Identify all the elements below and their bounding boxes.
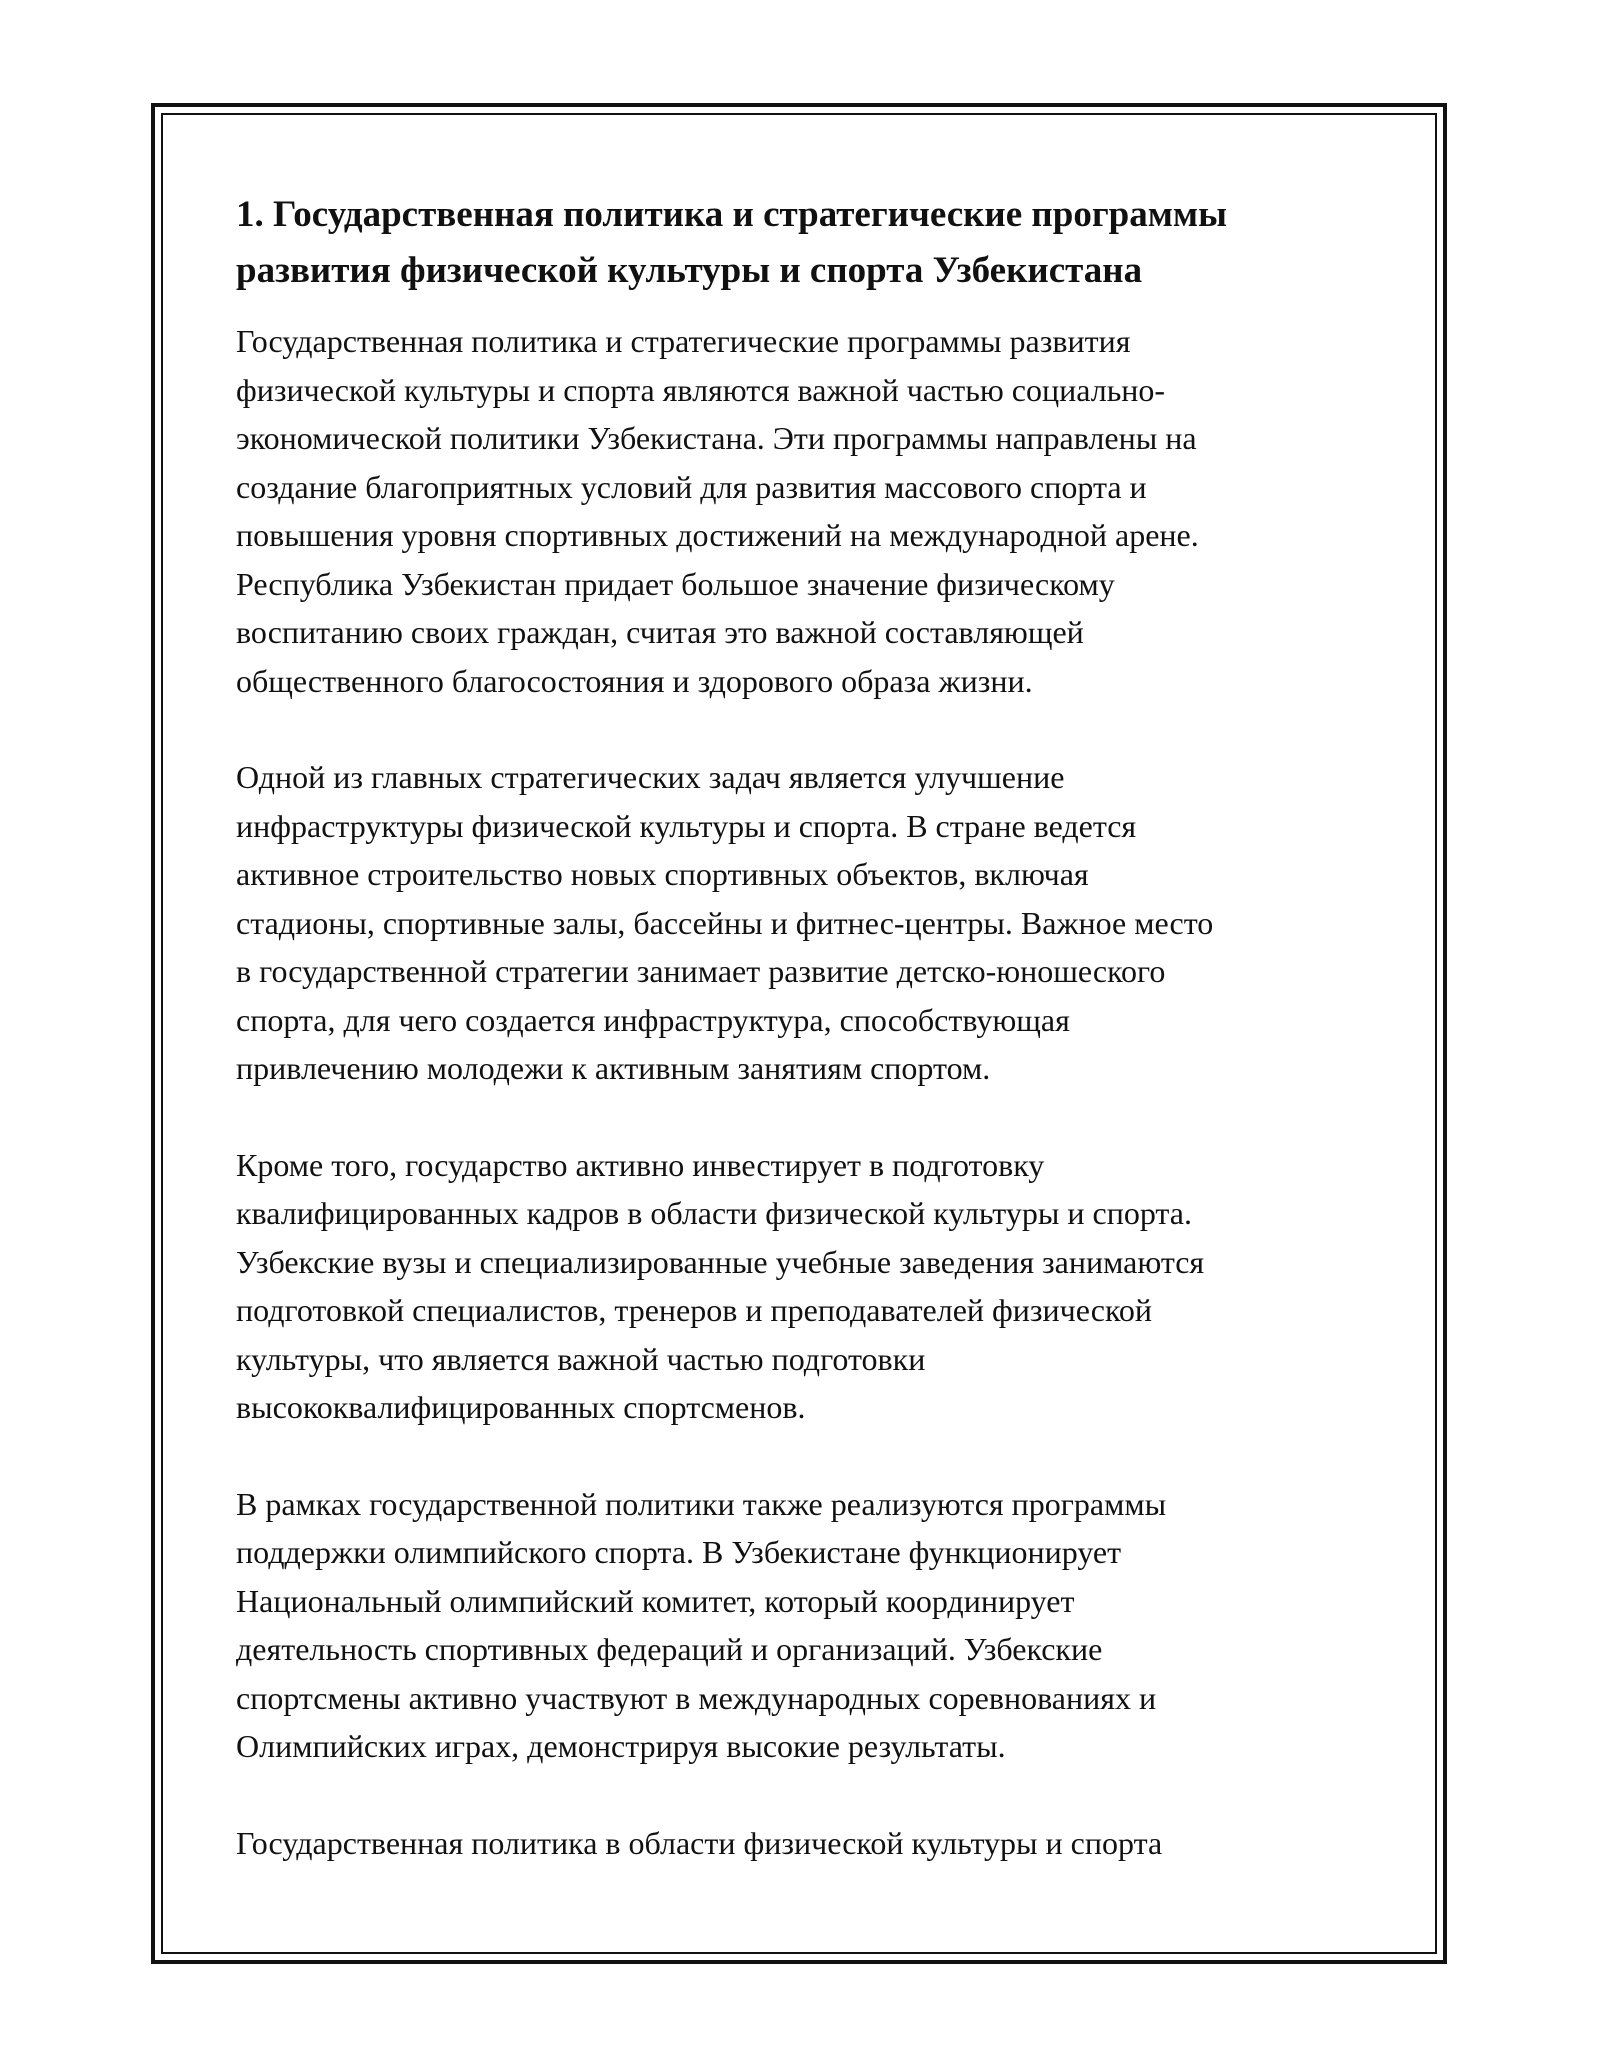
text-line: деятельность спортивных федераций и организаций. Узбекские	[236, 1631, 1103, 1667]
text-line: В рамках государственной политики также реализуются программы	[236, 1485, 1167, 1522]
heading-line: 1. Государственная политика и стратегические программы	[236, 194, 1227, 235]
text-line: спортсмены активно участвуют в международных соревнованиях и	[236, 1679, 1157, 1716]
paragraph-2	[236, 753, 1376, 1093]
text-line: общественного благосостояния и здорового образа жизни.	[236, 662, 1033, 699]
text-line: активное строительство новых спортивных объектов, включая	[236, 856, 1089, 892]
text-line: культуры, что является важной частью подготовки	[236, 1340, 926, 1377]
text-line: Узбекские вузы и специализированные учебные заведения занимаются	[236, 1243, 1205, 1280]
text-line: в государственной стратегии занимает развитие детско-юношеского	[236, 953, 1166, 989]
text-line: подготовкой специалистов, тренеров и преподавателей физической	[236, 1292, 1153, 1328]
paragraph-4	[236, 1480, 1376, 1771]
text-line: квалифицированных кадров в области физической культуры и спорта.	[236, 1195, 1192, 1231]
text-line: высококвалифицированных спортсменов.	[236, 1389, 806, 1425]
paragraph-1	[236, 317, 1376, 705]
text-line: спорта, для чего создается инфраструктура, способствующая	[236, 1001, 1070, 1038]
paragraph-5	[236, 1819, 1376, 1868]
text-line: Республика Узбекистан придает большое значение физическому	[236, 565, 1115, 602]
paragraph-3	[236, 1141, 1376, 1432]
text-line: стадионы, спортивные залы, бассейны и фитнес-центры. Важное место	[236, 904, 1214, 941]
section-heading	[236, 187, 1376, 299]
document-body	[236, 187, 1376, 1915]
text-line: Государственная политика и стратегические программы развития	[236, 323, 1131, 359]
text-line: инфраструктуры физической культуры и спорта. В стране ведется	[236, 807, 1137, 844]
text-line: привлечению молодежи к активным занятиям спортом.	[236, 1050, 991, 1086]
heading-line: развития физической культуры и спорта Узбекистана	[236, 250, 1143, 291]
text-line: Национальный олимпийский комитет, который координирует	[236, 1582, 1075, 1619]
text-line: Кроме того, государство активно инвестирует в подготовку	[236, 1146, 1045, 1183]
text-line: повышения уровня спортивных достижений на международной арене.	[236, 517, 1199, 553]
text-line: экономической политики Узбекистана. Эти программы направлены на	[236, 420, 1197, 456]
text-line: воспитанию своих граждан, считая это важной составляющей	[236, 614, 1084, 650]
text-line: создание благоприятных условий для развития массового спорта и	[236, 468, 1147, 505]
text-line: поддержки олимпийского спорта. В Узбекистане функционирует	[236, 1534, 1122, 1570]
text-line: Государственная политика в области физической культуры и спорта	[236, 1824, 1163, 1861]
text-line: физической культуры и спорта являются важной частью социально-	[236, 371, 1166, 408]
text-line: Одной из главных стратегических задач является улучшение	[236, 759, 1065, 795]
text-line: Олимпийских играх, демонстрируя высокие результаты.	[236, 1728, 1006, 1764]
